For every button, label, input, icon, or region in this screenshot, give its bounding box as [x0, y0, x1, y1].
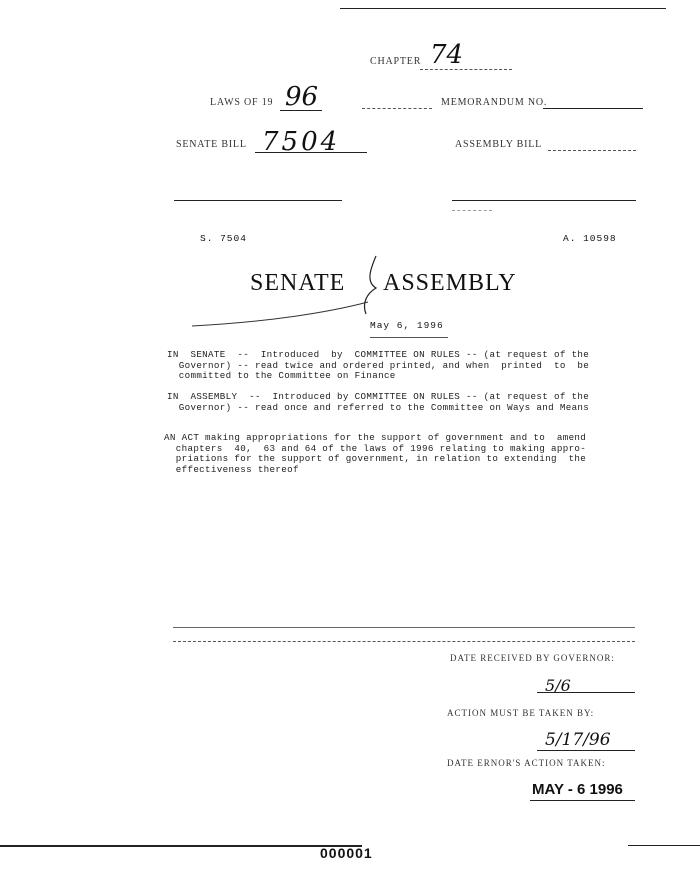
action-taken-stamp: MAY - 6 1996 [532, 781, 623, 798]
senate-bill-underline [255, 152, 367, 153]
senate-introduction-text: IN SENATE -- Introduced by COMMITTEE ON RULES -- (at request of the Governor) -- read twice and ordered printed, and when printed to be committed to the Committee on Finance [167, 349, 590, 381]
date-received-value: 5/6 [545, 676, 571, 695]
date-received-underline [537, 692, 635, 693]
laws-year-underline [280, 110, 322, 111]
memorandum-label: MEMORANDUM NO. [441, 97, 548, 108]
assembly-bill-underline [548, 150, 636, 151]
action-taken-label: DATE ERNOR'S ACTION TAKEN: [447, 758, 606, 768]
memorandum-underline [543, 108, 643, 109]
bottom-rule [0, 845, 362, 847]
date-received-label: DATE RECEIVED BY GOVERNOR: [450, 653, 615, 663]
senate-bill-code: S. 7504 [200, 233, 247, 244]
blank-line-left [174, 200, 342, 201]
action-deadline-label: ACTION MUST BE TAKEN BY: [447, 708, 595, 718]
title-hand-stroke [180, 252, 380, 332]
blank-field-line [362, 108, 432, 109]
action-taken-underline [530, 800, 635, 801]
intro-date-underline [370, 337, 448, 338]
senate-bill-number: 7504 [262, 127, 341, 157]
title-senate: SENATE [250, 270, 346, 296]
senate-bill-label: SENATE BILL [176, 139, 247, 150]
page-number: 000001 [320, 845, 373, 861]
action-deadline-value: 5/17/96 [545, 730, 611, 750]
intro-date: May 6, 1996 [370, 320, 444, 331]
title-assembly: ASSEMBLY [383, 270, 517, 296]
top-rule [340, 8, 666, 9]
chapter-label: CHAPTER [370, 56, 422, 67]
separator-line-2 [173, 641, 635, 642]
bottom-rule-right [628, 845, 700, 846]
chapter-number: 74 [430, 40, 464, 70]
assembly-bill-label: ASSEMBLY BILL [455, 139, 543, 150]
blank-line-right-sub [452, 210, 492, 211]
chapter-underline [420, 69, 512, 70]
separator-line-1 [173, 627, 635, 628]
blank-line-right [452, 200, 636, 201]
act-description-text: AN ACT making appropriations for the support of government and to amend chapters 40, 63 and 64 of the laws of 1996 relating to making appro- priations for the support of government, in relation to extending the effectiveness thereof [164, 432, 587, 475]
laws-year: 96 [285, 82, 319, 112]
assembly-introduction-text: IN ASSEMBLY -- Introduced by COMMITTEE ON RULES -- (at request of the Governor) -- read once and referred to the Committee on Ways and Means [167, 391, 590, 413]
laws-label: LAWS OF 19 [210, 97, 274, 108]
assembly-bill-code: A. 10598 [563, 233, 617, 244]
action-deadline-underline [537, 750, 635, 751]
